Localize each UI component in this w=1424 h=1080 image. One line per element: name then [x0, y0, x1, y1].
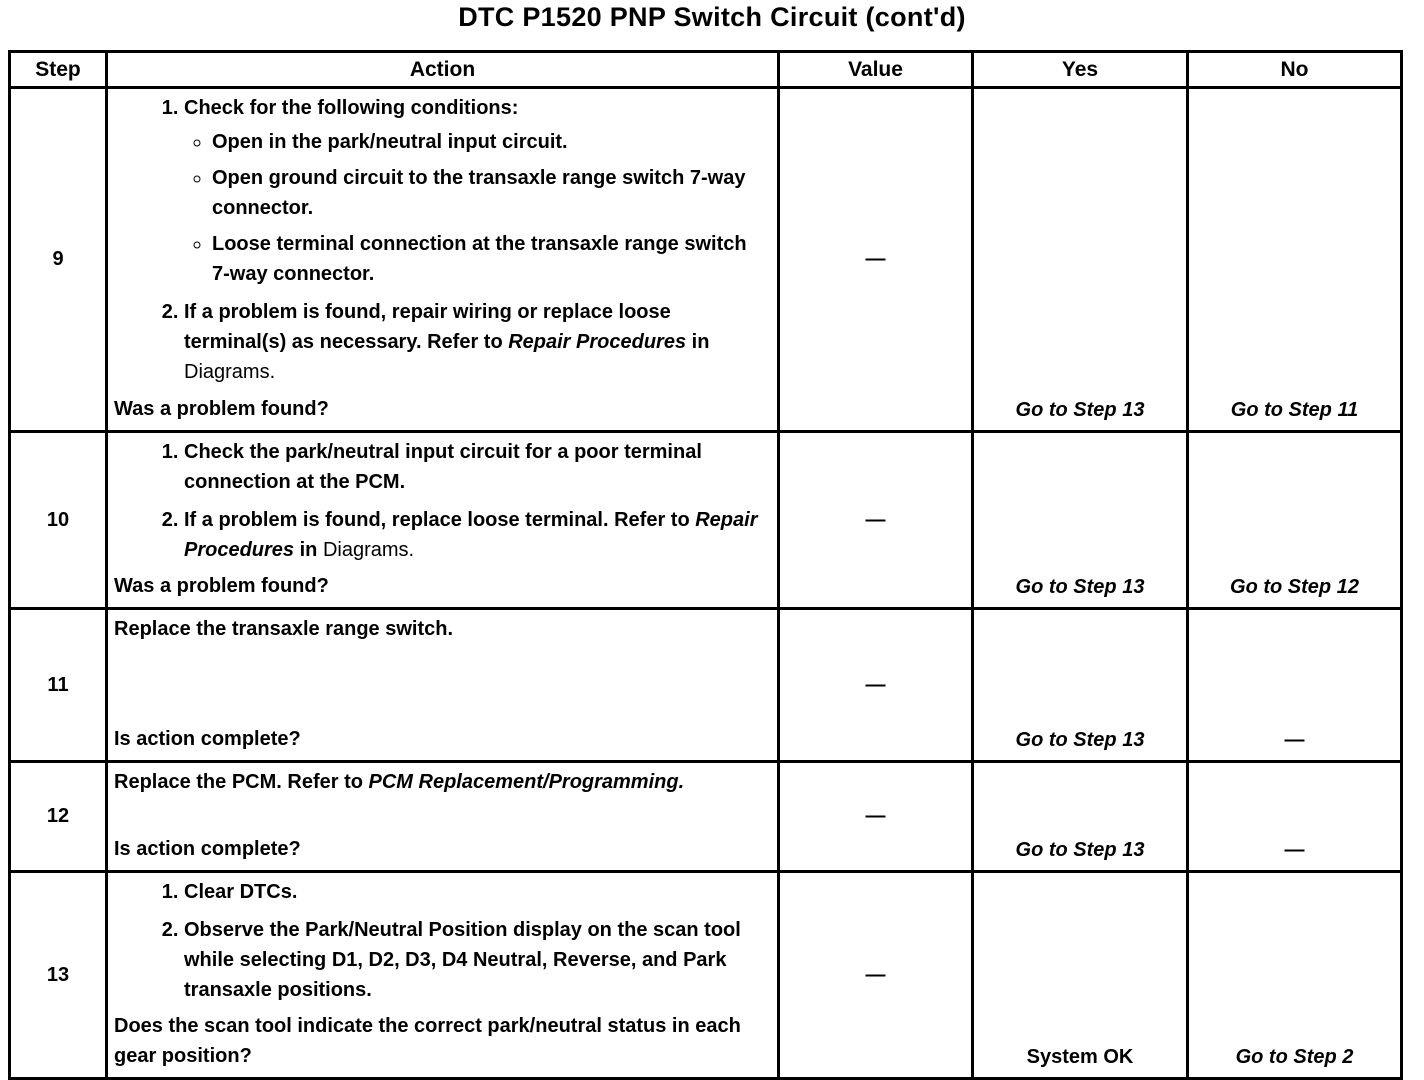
question-text: Is action complete? [114, 838, 301, 860]
step-number: 10 [10, 432, 107, 609]
yes-cell: Go to Step 13 [973, 432, 1188, 609]
table-row [10, 609, 1402, 762]
question-text: Is action complete? [114, 728, 301, 750]
bullet-item: ◦ Open in the park/neutral input circuit. [212, 127, 769, 157]
reference-link: PCM Replacement/Programming. [368, 771, 685, 793]
value-cell: — [779, 872, 973, 1079]
yes-cell: Go to Step 13 [973, 88, 1188, 432]
action-cell [107, 872, 779, 1079]
reference-link: Repair Procedures [184, 509, 758, 561]
bullet-item: ◦ Open ground circuit to the transaxle range switch 7-way connector. [212, 163, 769, 223]
action-cell [107, 88, 779, 432]
yes-cell: Go to Step 13 [973, 762, 1188, 872]
no-cell: — [1188, 609, 1402, 762]
yes-cell: System OK [973, 872, 1188, 1079]
action-cell [107, 762, 779, 872]
list-item: 2. Observe the Park/Neutral Position display on the scan tool while selecting D1, D2, D3, D4 Neutral, Reverse, and Park transaxle positions. [184, 915, 769, 1005]
question-text: Does the scan tool indicate the correct park/neutral status in each gear position? [114, 1015, 741, 1067]
list-item: 2. If a problem is found, repair wiring or replace loose terminal(s) as necessary. Refer to Repair Procedures in Diagrams. [184, 297, 769, 387]
table-row [10, 872, 1402, 1079]
table-row [10, 432, 1402, 609]
header-value: Value [779, 52, 973, 88]
diagnostic-table [8, 50, 1403, 1080]
table-row [10, 88, 1402, 432]
value-cell: — [779, 762, 973, 872]
action-cell [107, 432, 779, 609]
no-cell: — [1188, 762, 1402, 872]
step-number: 9 [10, 88, 107, 432]
reference-link: Repair Procedures [508, 331, 687, 353]
action-text: Replace the PCM. Refer to PCM Replacement/Programming. [114, 771, 685, 793]
list-item: 1. Check the park/neutral input circuit for a poor terminal connection at the PCM. [184, 437, 769, 497]
header-no: No [1188, 52, 1402, 88]
step-number: 12 [10, 762, 107, 872]
action-text: Replace the transaxle range switch. [114, 618, 454, 640]
header-step: Step [10, 52, 107, 88]
question-text: Was a problem found? [114, 575, 329, 597]
value-cell: — [779, 432, 973, 609]
no-cell: Go to Step 2 [1188, 872, 1402, 1079]
header-action: Action [107, 52, 779, 88]
value-cell: — [779, 609, 973, 762]
no-cell: Go to Step 12 [1188, 432, 1402, 609]
table-row [10, 762, 1402, 872]
step-number: 13 [10, 872, 107, 1079]
step-number: 11 [10, 609, 107, 762]
bullet-item: ◦ Loose terminal connection at the transaxle range switch 7-way connector. [212, 229, 769, 289]
list-item: 1. Clear DTCs. [184, 877, 769, 907]
list-item: 1. Check for the following conditions: ◦ Open in the park/neutral input circuit. ◦ Open ground circuit to the transaxle range switch 7-way connector. ◦ Loose terminal connection at the transaxle range switch 7-way connector. [184, 93, 769, 289]
value-cell: — [779, 88, 973, 432]
yes-cell: Go to Step 13 [973, 609, 1188, 762]
header-yes: Yes [973, 52, 1188, 88]
list-item: 2. If a problem is found, replace loose terminal. Refer to Repair Procedures in Diagrams. [184, 505, 769, 565]
page-title: DTC P1520 PNP Switch Circuit (cont'd) [458, 2, 966, 32]
question-text: Was a problem found? [114, 398, 329, 420]
no-cell: Go to Step 11 [1188, 88, 1402, 432]
action-cell [107, 609, 779, 762]
header-row [10, 52, 1402, 88]
